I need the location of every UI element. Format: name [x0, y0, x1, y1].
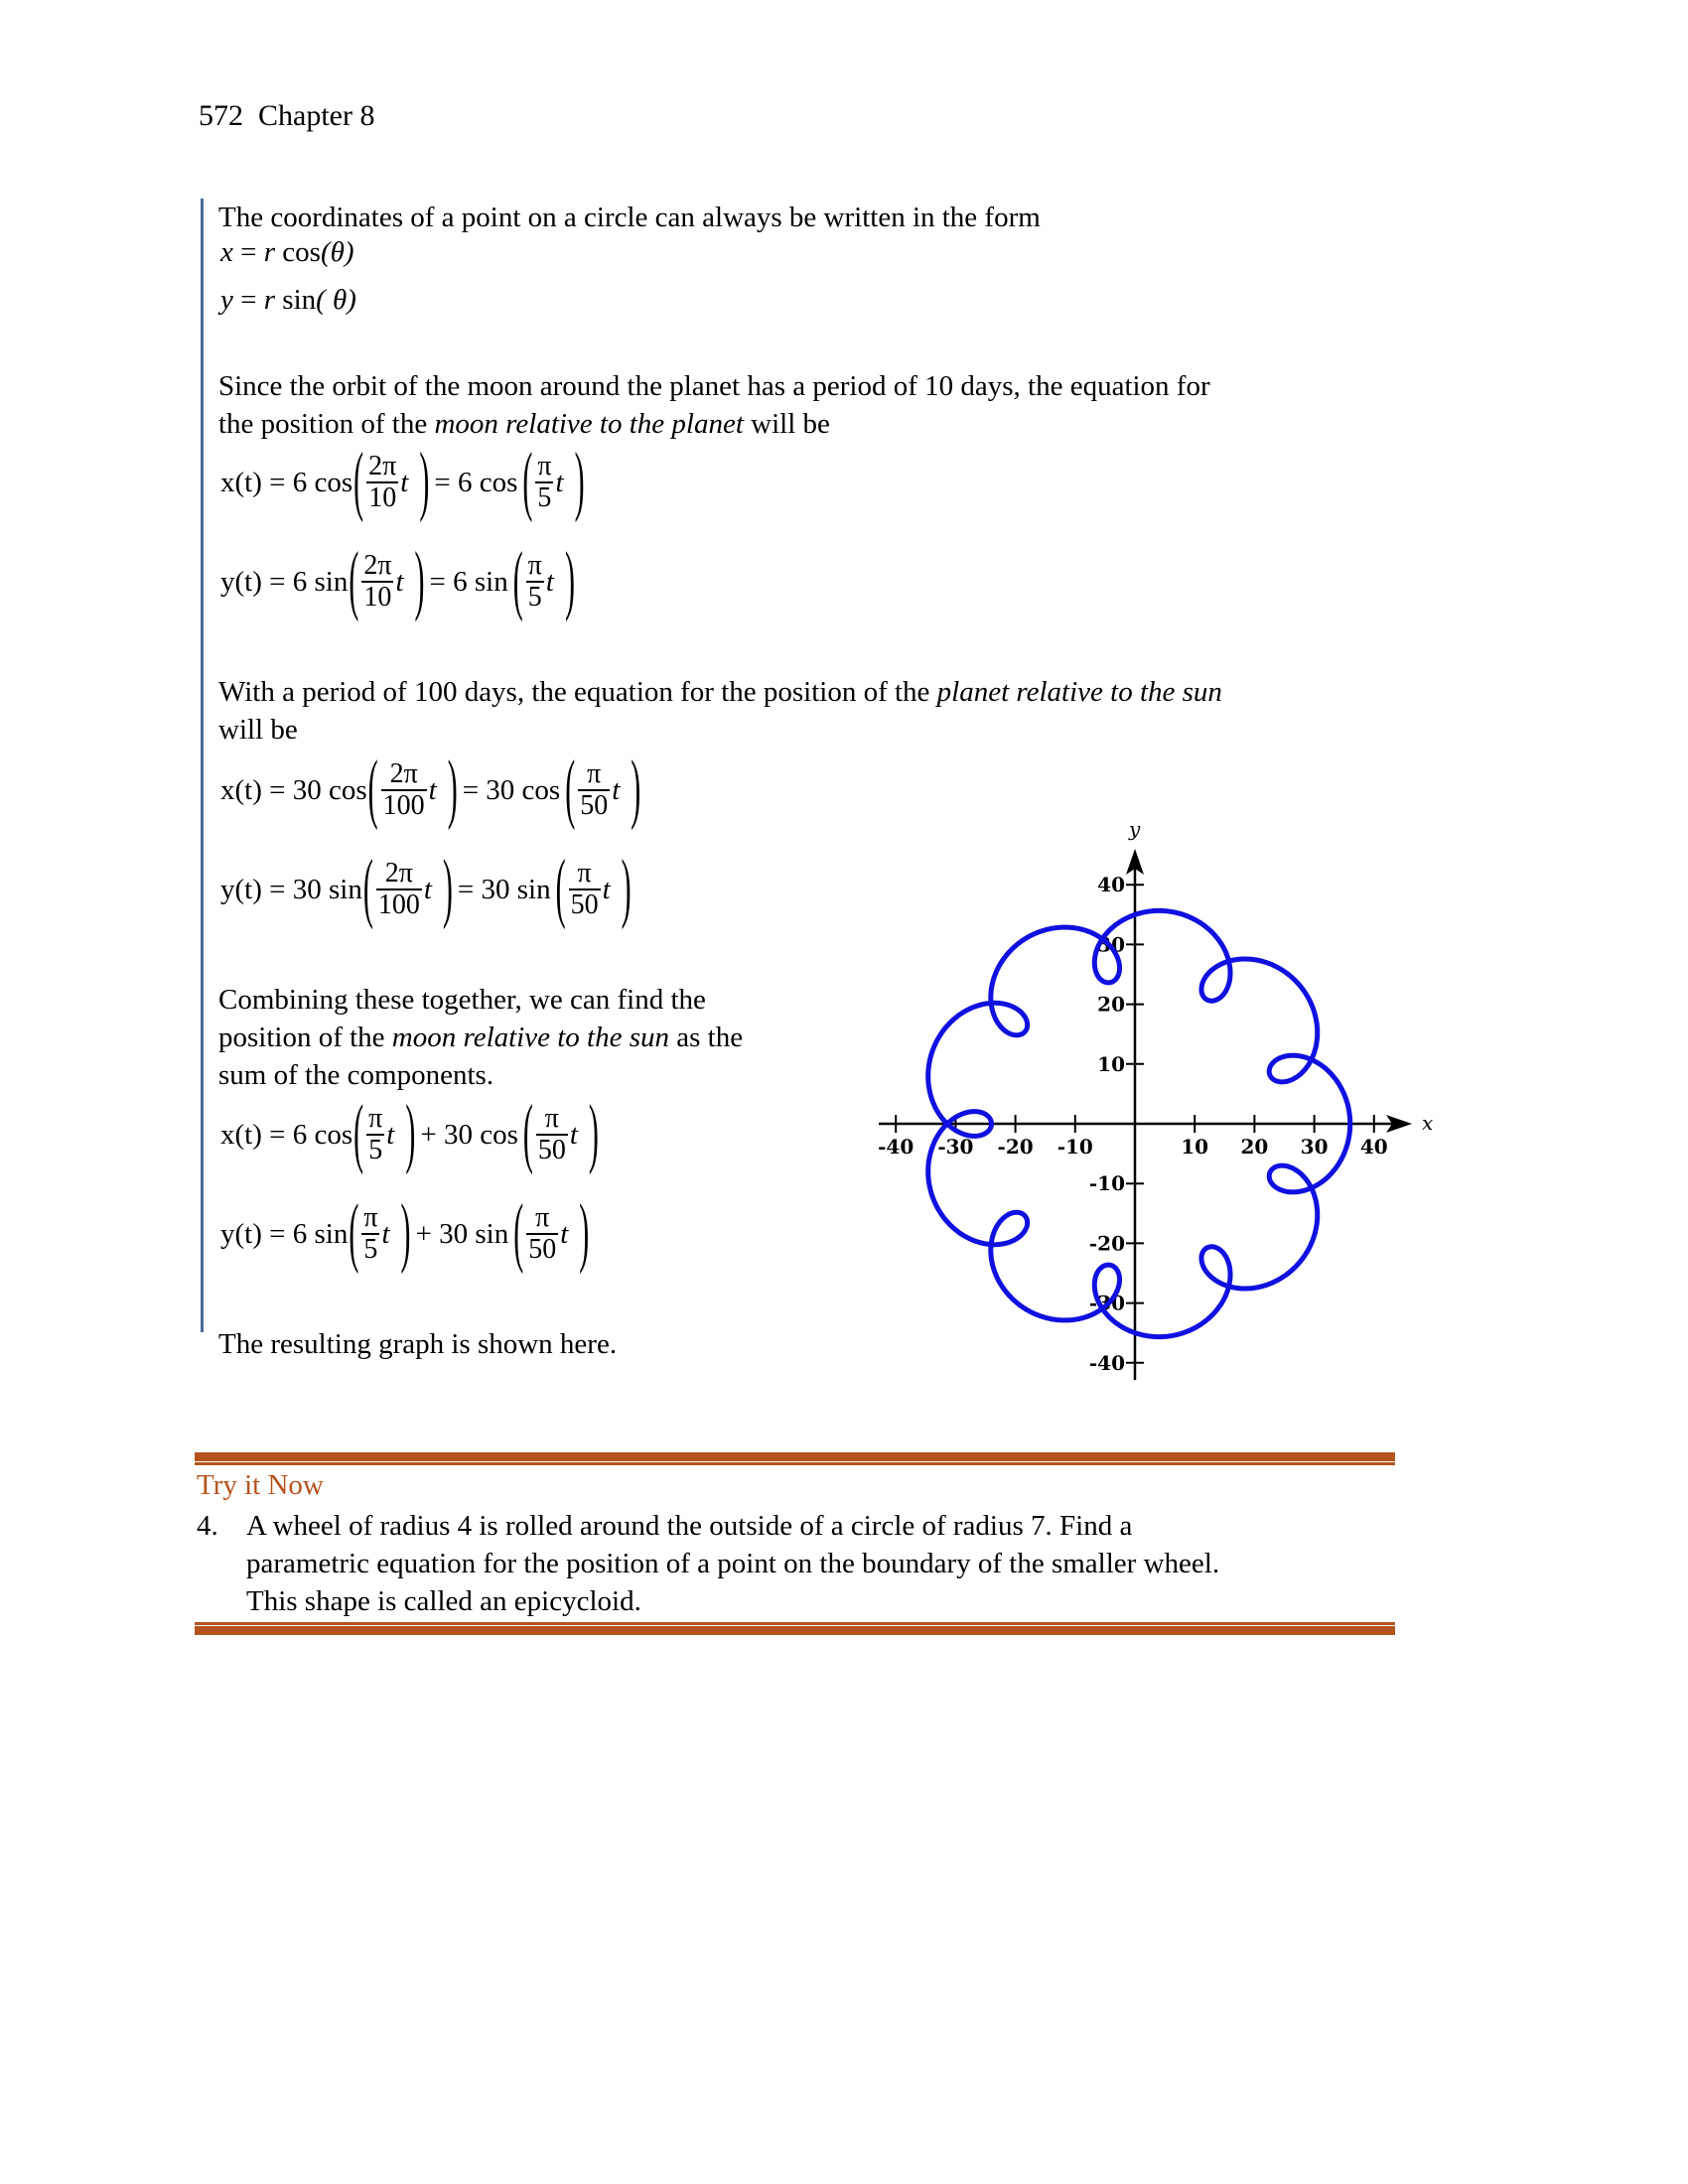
closing-text: The resulting graph is shown here.	[218, 1328, 618, 1360]
right-paren: )	[564, 537, 575, 623]
x-tick-label: 30	[1300, 1135, 1329, 1159]
variable-t: t	[560, 1217, 569, 1250]
fraction-denominator: 100	[377, 889, 420, 920]
equation-lhs: y(t) = 30 sin	[220, 873, 362, 905]
fraction-numerator: π	[363, 1202, 378, 1233]
try-it-now-title: Try it Now	[197, 1469, 324, 1501]
fraction-denominator: 5	[537, 482, 552, 513]
variable-t: t	[545, 565, 554, 598]
right-paren: )	[419, 438, 430, 524]
x-tick-label: -30	[937, 1135, 974, 1159]
right-paren: )	[588, 1090, 599, 1176]
variable-t: t	[423, 873, 432, 905]
fraction-numerator: π	[368, 1103, 383, 1134]
fraction-numerator: 2π	[363, 550, 392, 581]
left-paren: (	[522, 1090, 533, 1176]
left-paren: (	[353, 438, 364, 524]
fraction-denominator: 50	[570, 889, 599, 920]
fraction-numerator: π	[527, 550, 542, 581]
moon-para-line2: the position of the moon relative to the planet will be	[218, 408, 830, 440]
exercise-line3: This shape is called an epicycloid.	[246, 1585, 641, 1617]
equation-middle: = 6 cos	[434, 466, 518, 498]
fraction-numerator: 2π	[368, 451, 397, 481]
equation-middle: = 6 sin	[429, 565, 508, 598]
equation-lhs: x(t) = 30 cos	[220, 773, 367, 806]
fraction-numerator: π	[544, 1103, 559, 1134]
circle-eq-x: x = r cos (θ)	[220, 236, 354, 268]
right-paren: )	[400, 1189, 411, 1276]
chapter-label: Chapter 8	[258, 99, 375, 132]
variable-t: t	[602, 873, 611, 905]
left-paren: (	[367, 746, 378, 832]
try-it-now-bottom-rule-thin	[195, 1622, 1395, 1625]
left-paren: (	[555, 845, 566, 931]
equation-lhs: y(t) = 6 sin	[220, 565, 349, 598]
variable-t: t	[428, 773, 437, 806]
variable-t: t	[381, 1217, 390, 1250]
equation-middle: + 30 sin	[415, 1217, 509, 1250]
combine-para-line3: sum of the components.	[218, 1059, 494, 1091]
fraction-numerator: π	[577, 858, 592, 888]
fraction-denominator: 10	[368, 482, 397, 513]
combine-para-line1: Combining these together, we can find the	[218, 984, 706, 1016]
variable-t: t	[569, 1118, 578, 1151]
planet-para-line1: With a period of 100 days, the equation for the position of the planet relative to the sun	[218, 676, 1222, 708]
right-paren: )	[579, 1189, 590, 1276]
right-paren: )	[631, 746, 641, 832]
try-it-now-top-rule-thick	[195, 1452, 1395, 1461]
left-paren: (	[349, 1189, 359, 1276]
x-tick-label: -40	[878, 1135, 914, 1159]
variable-t: t	[555, 466, 564, 498]
y-tick-label: 30	[1097, 932, 1125, 957]
fraction-numerator: 2π	[384, 858, 413, 888]
x-tick-label: 20	[1240, 1135, 1269, 1159]
left-paren: (	[565, 746, 576, 832]
equation-middle: + 30 cos	[420, 1118, 518, 1151]
fraction-denominator: 5	[368, 1135, 383, 1165]
exercise-number: 4.	[197, 1510, 218, 1542]
x-axis-label: x	[1422, 1111, 1434, 1135]
right-paren: )	[414, 537, 425, 623]
fraction-denominator: 50	[528, 1234, 557, 1265]
x-tick-label: 40	[1359, 1135, 1388, 1159]
fraction-denominator: 100	[382, 790, 425, 821]
fraction-denominator: 50	[580, 790, 609, 821]
variable-t: t	[386, 1118, 395, 1151]
right-paren: )	[574, 438, 585, 524]
y-tick-label: -10	[1088, 1171, 1125, 1196]
equation-middle: = 30 sin	[457, 873, 551, 905]
left-paren: (	[522, 438, 533, 524]
fraction-denominator: 5	[527, 582, 542, 613]
y-axis-label: y	[1129, 817, 1141, 841]
y-tick-label: -20	[1088, 1231, 1125, 1256]
fraction-numerator: π	[537, 451, 552, 481]
x-tick-label: -10	[1056, 1135, 1093, 1159]
x-tick-label: 10	[1181, 1135, 1209, 1159]
left-paren: (	[513, 1189, 524, 1276]
combine-para-line2: position of the moon relative to the sun as the	[218, 1022, 744, 1053]
y-tick-label: -30	[1088, 1291, 1125, 1315]
y-tick-label: 10	[1097, 1051, 1125, 1076]
right-paren: )	[405, 1090, 416, 1176]
equation-middle: = 30 cos	[462, 773, 561, 806]
left-paren: (	[349, 537, 359, 623]
variable-t: t	[395, 565, 404, 598]
fraction-numerator: 2π	[389, 758, 418, 789]
fraction-denominator: 10	[363, 582, 392, 613]
fraction-numerator: π	[535, 1202, 550, 1233]
exercise-line1: A wheel of radius 4 is rolled around the outside of a circle of radius 7. Find a	[246, 1510, 1133, 1542]
fraction-denominator: 50	[537, 1135, 566, 1165]
try-it-now-bottom-rule-thick	[195, 1626, 1395, 1635]
moon-para-line1: Since the orbit of the moon around the planet has a period of 10 days, the equation for	[218, 370, 1210, 402]
fraction-numerator: π	[587, 758, 602, 789]
y-tick-label: 20	[1097, 992, 1125, 1017]
left-paren: (	[353, 1090, 364, 1176]
variable-t: t	[612, 773, 621, 806]
right-paren: )	[447, 746, 458, 832]
equation-lhs: x(t) = 6 cos	[220, 1118, 353, 1151]
graph-axes	[878, 817, 1433, 1380]
y-tick-label: 40	[1097, 873, 1125, 897]
intro-text: The coordinates of a point on a circle can always be written in the form	[218, 202, 1041, 233]
equation-lhs: x(t) = 6 cos	[220, 466, 353, 498]
exercise-line2: parametric equation for the position of a point on the boundary of the smaller wheel.	[246, 1548, 1220, 1579]
right-paren: )	[621, 845, 632, 931]
variable-t: t	[400, 466, 409, 498]
try-it-now-top-rule-thin	[195, 1462, 1395, 1465]
left-paren: (	[512, 537, 523, 623]
left-paren: (	[362, 845, 373, 931]
equation-lhs: y(t) = 6 sin	[220, 1217, 349, 1250]
planet-para-line2: will be	[218, 714, 298, 746]
circle-eq-y: y = r sin ( θ)	[220, 284, 356, 316]
x-tick-label: -20	[997, 1135, 1034, 1159]
right-paren: )	[442, 845, 453, 931]
y-tick-label: -40	[1088, 1350, 1125, 1375]
page-number: 572	[199, 99, 243, 132]
fraction-denominator: 5	[363, 1234, 378, 1265]
